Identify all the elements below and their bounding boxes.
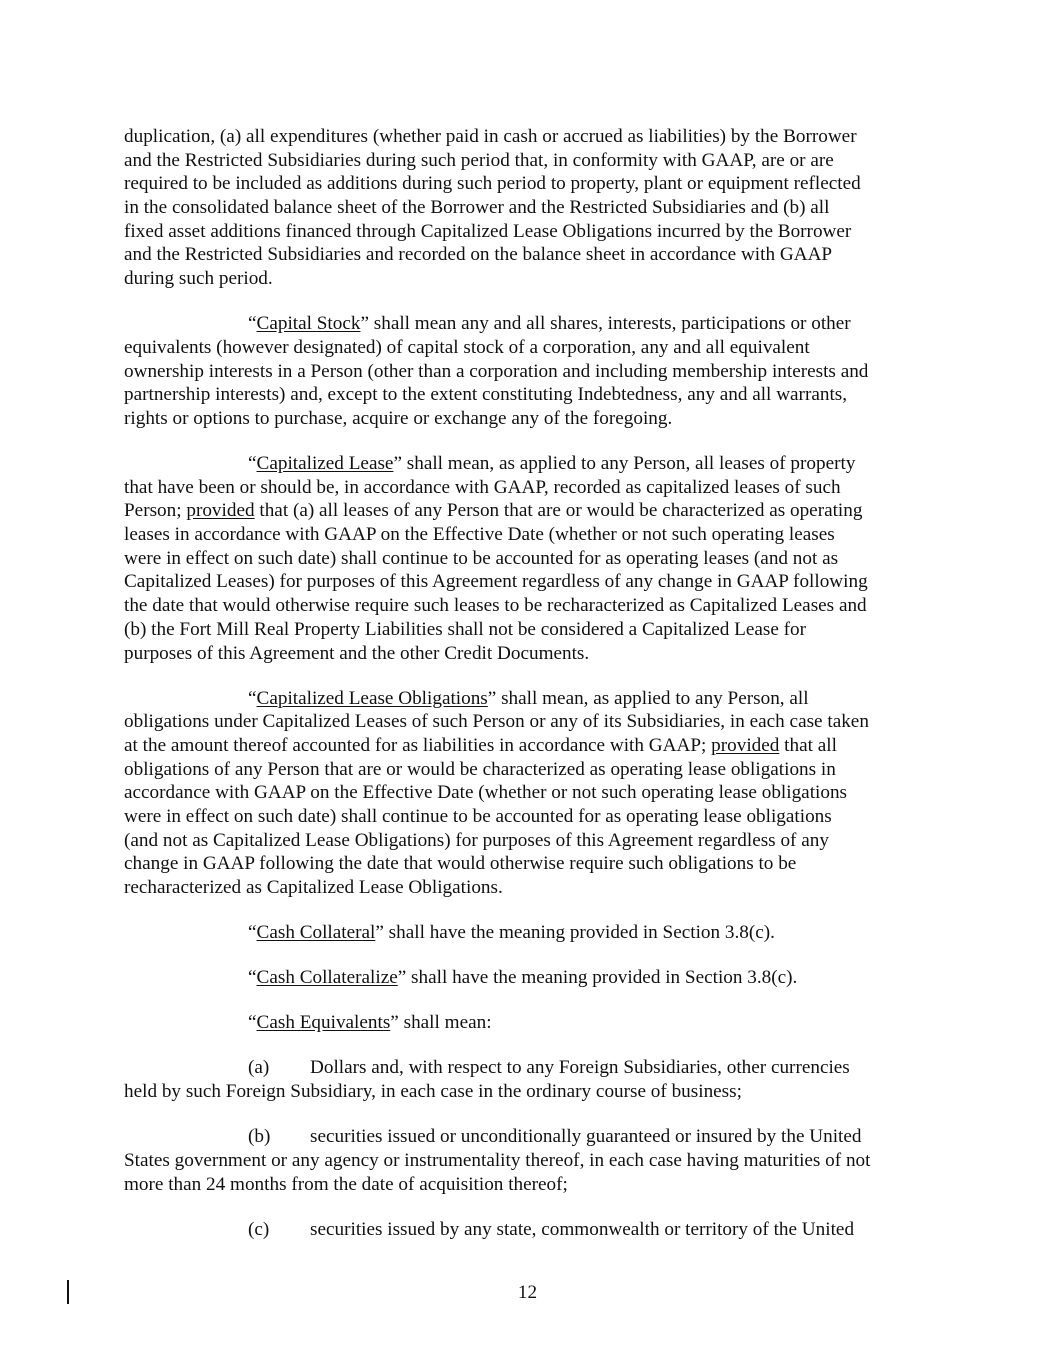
text-segment: Capitalized Leases) for purposes of this Agreement regardless of any change in GAAP following — [124, 571, 868, 593]
text-line — [124, 921, 924, 945]
paragraph — [124, 312, 924, 430]
paragraph — [124, 921, 924, 945]
text-segment: equivalents (however designated) of capital stock of a corporation, any and all equivalent — [124, 336, 810, 358]
text-segment: that all — [779, 734, 837, 756]
text-line — [124, 407, 924, 431]
clause-label: (b) — [248, 1126, 271, 1148]
text-segment: were in effect on such date) shall continue to be accounted for as operating leases (and not as — [124, 547, 839, 569]
paragraph — [124, 1218, 924, 1242]
text-line — [124, 1011, 924, 1035]
paragraph — [124, 125, 924, 291]
text-line — [124, 734, 924, 758]
text-segment: duplication, (a) all expenditures (whether paid in cash or accrued as liabilities) by the Borrower — [124, 126, 857, 147]
text-line — [124, 966, 924, 990]
text-segment: “ — [248, 453, 257, 475]
text-segment: (b) the Fort Mill Real Property Liabilities shall not be considered a Capitalized Lease for — [124, 618, 807, 640]
text-line — [124, 360, 924, 384]
text-segment: in the consolidated balance sheet of the Borrower and the Restricted Subsidiaries and (b) all — [124, 197, 830, 219]
text-line — [124, 618, 924, 642]
text-segment: the date that would otherwise require such leases to be recharacterized as Capitalized Leases and — [124, 595, 867, 617]
text-segment: change in GAAP following the date that would otherwise require such obligations to be — [124, 853, 797, 875]
text-line — [124, 805, 924, 829]
defined-term: provided — [186, 500, 255, 522]
clause-label: (a) — [248, 1057, 270, 1079]
text-segment: and the Restricted Subsidiaries during such period that, in conformity with GAAP, are or are — [124, 149, 834, 171]
text-line — [124, 336, 924, 360]
text-segment: held by such Foreign Subsidiary, in each case in the ordinary course of business; — [124, 1081, 742, 1103]
text-line — [124, 594, 924, 618]
text-line — [124, 149, 924, 173]
text-segment: securities issued or unconditionally guaranteed or insured by the United — [310, 1126, 862, 1148]
defined-term: Cash Equivalents — [256, 1012, 391, 1034]
text-segment: ” shall mean, as applied to any Person, all — [487, 687, 809, 709]
defined-term: Capital Stock — [256, 313, 361, 335]
text-line — [124, 1173, 924, 1197]
text-line — [124, 312, 924, 336]
text-segment: that (a) all leases of any Person that are or would be characterized as operating — [254, 500, 863, 522]
text-segment: that have been or should be, in accordance with GAAP, recorded as capitalized leases of such — [124, 476, 841, 498]
text-line — [124, 383, 924, 407]
text-segment: Dollars and, with respect to any Foreign Subsidiaries, other currencies — [310, 1057, 850, 1079]
text-segment: were in effect on such date) shall continue to be accounted for as operating lease obligations — [124, 806, 832, 828]
text-segment: “ — [248, 687, 257, 709]
text-segment: rights or options to purchase, acquire or exchange any of the foregoing. — [124, 407, 673, 429]
text-segment: “ — [248, 922, 257, 944]
text-line — [124, 1125, 924, 1149]
text-segment: leases in accordance with GAAP on the Effective Date (whether or not such operating leases — [124, 524, 835, 546]
text-segment: obligations of any Person that are or would be characterized as operating lease obligations in — [124, 758, 836, 780]
text-segment: ” shall mean, as applied to any Person, all leases of property — [393, 453, 856, 475]
text-line — [124, 781, 924, 805]
text-segment: obligations under Capitalized Leases of such Person or any of its Subsidiaries, in each case taken — [124, 711, 869, 733]
text-line — [124, 476, 924, 500]
text-line — [124, 523, 924, 547]
defined-term: Capitalized Lease — [256, 453, 394, 475]
text-segment: ” shall have the meaning provided in Section 3.8(c). — [397, 967, 798, 989]
text-segment: purposes of this Agreement and the other Credit Documents. — [124, 642, 590, 664]
text-line — [124, 1080, 924, 1104]
text-line — [124, 547, 924, 571]
text-line — [124, 852, 924, 876]
text-segment: fixed asset additions financed through Capitalized Lease Obligations incurred by the Borrower — [124, 220, 852, 242]
text-line — [124, 1056, 924, 1080]
document-body — [124, 125, 924, 1263]
text-segment: Person; — [124, 500, 187, 522]
paragraph — [124, 452, 924, 665]
text-segment: partnership interests) and, except to the extent constituting Indebtedness, any and all warrants, — [124, 384, 848, 406]
text-segment: “ — [248, 313, 257, 335]
text-segment: and the Restricted Subsidiaries and recorded on the balance sheet in accordance with GAAP — [124, 244, 833, 266]
text-segment: more than 24 months from the date of acquisition thereof; — [124, 1173, 568, 1195]
text-segment: ” shall mean any and all shares, interests, participations or other — [360, 313, 851, 335]
text-line — [124, 267, 924, 291]
text-line — [124, 687, 924, 711]
paragraph — [124, 966, 924, 990]
text-segment: recharacterized as Capitalized Lease Obligations. — [124, 877, 503, 899]
text-line — [124, 196, 924, 220]
text-line — [124, 570, 924, 594]
defined-term: Cash Collateral — [256, 922, 376, 944]
paragraph — [124, 687, 924, 900]
text-line — [124, 220, 924, 244]
defined-term: Capitalized Lease Obligations — [256, 687, 488, 709]
text-segment: “ — [248, 967, 257, 989]
text-line — [124, 710, 924, 734]
text-line — [124, 829, 924, 853]
text-segment: ” shall mean: — [390, 1012, 492, 1034]
defined-term: Cash Collateralize — [256, 967, 398, 989]
text-line — [124, 758, 924, 782]
page-number: 12 — [517, 1282, 538, 1303]
text-segment: securities issued by any state, commonwealth or territory of the United — [310, 1218, 855, 1240]
text-line — [124, 642, 924, 666]
text-segment: (and not as Capitalized Lease Obligations) for purposes of this Agreement regardless of any — [124, 829, 829, 851]
text-line — [124, 243, 924, 267]
defined-term: provided — [711, 734, 780, 756]
paragraph — [124, 1011, 924, 1035]
text-segment: ” shall have the meaning provided in Section 3.8(c). — [375, 922, 775, 944]
paragraph — [124, 1125, 924, 1196]
text-line — [124, 1218, 924, 1242]
text-line — [124, 172, 924, 196]
text-line — [124, 1149, 924, 1173]
text-segment: accordance with GAAP on the Effective Date (whether or not such operating lease obligations — [124, 782, 848, 804]
clause-label: (c) — [248, 1218, 270, 1240]
text-segment: during such period. — [124, 268, 273, 290]
text-line — [124, 452, 924, 476]
text-segment: ownership interests in a Person (other than a corporation and including membership interests and — [124, 360, 869, 382]
text-line — [124, 125, 924, 149]
text-line — [124, 499, 924, 523]
text-segment: required to be included as additions during such period to property, plant or equipment reflected — [124, 173, 861, 195]
text-segment: at the amount thereof accounted for as liabilities in accordance with GAAP; — [124, 734, 712, 756]
text-segment: States government or any agency or instrumentality thereof, in each case having maturities of not — [124, 1149, 871, 1171]
paragraph — [124, 1056, 924, 1103]
text-line — [124, 876, 924, 900]
text-segment: “ — [248, 1012, 257, 1034]
